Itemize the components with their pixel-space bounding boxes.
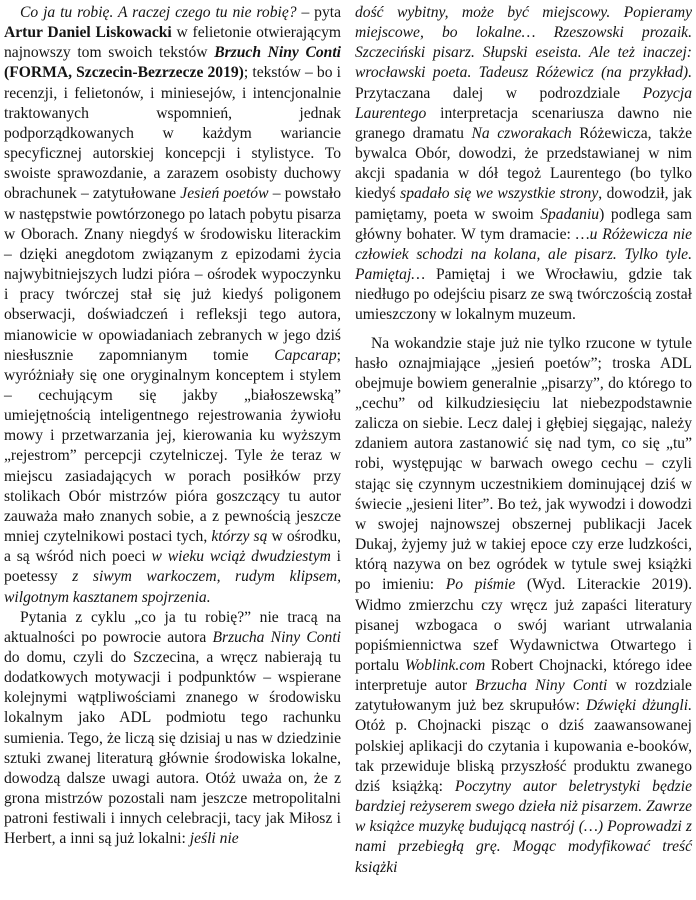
- text-run: Różewicza, także bywalca Obór, dowodzi, że przedstawianej w nim akcji spadania w dół tegoż Laurentego (bo tylko kiedyś: [355, 124, 692, 203]
- text-run: w felietonie otwierającym najnowszy tom swoich tekstów: [4, 24, 342, 62]
- text-run: , dowodził, jak pamiętamy, poeta w swoim: [355, 185, 692, 223]
- text-run: w ośrodku, a są wśród nich poeci: [4, 528, 342, 566]
- paragraph: [355, 334, 692, 878]
- text-run: (Wyd. Literackie 2019). Widmo zmierzchu czy wręcz już zapaści literatury pisanej wzbogaca o swój wariant utrwalania popiśmiennictwa szef Wydawnictwa Otwartego i portalu: [355, 576, 692, 674]
- styled-text-run: dość wybitny, może być miejscowy. Popieramy miejscowe, bo lokalne… Rzeszowski prozaik. Szczeciński pisarz. Słupski eseista. Ale też inaczej: wrocławski poeta. Tadeusz Różewicz (na przykład).: [355, 4, 692, 82]
- text-run: ) podlega sam główny bohater. W tym dramacie:: [355, 205, 692, 243]
- styled-text-run: spadało się we wszystkie strony: [400, 185, 599, 203]
- text-run: ; tekstów – bo i recenzji, i felietonów, i miniesejów, i intencjonalnie traktowanych wspomnień, jednak podporządkowanych w każdym wariancie specyficznej autorskiej koncepcji i stylistyce. To swoiste sprawozdanie, a zarazem osobisty duchowy obrachunek – zatytułowane: [4, 64, 341, 203]
- text-run: Robert Chojnacki, którego idee interpretuje autor: [355, 657, 692, 695]
- text-run: Przytaczana dalej w podrozdziale: [355, 84, 643, 102]
- styled-text-run: (FORMA, Szczecin-Bezrzecze 2019): [4, 64, 244, 82]
- styled-text-run: Capcarap: [274, 346, 337, 364]
- text-run: w rozdziale zatytułowanym już bez skrupułów:: [355, 677, 692, 715]
- styled-text-run: Pozycja Laurentego: [355, 84, 692, 122]
- text-run: – pyta: [296, 4, 341, 21]
- styled-text-run: którzy są: [211, 528, 268, 546]
- styled-text-run: Woblink.com: [404, 657, 486, 674]
- styled-text-run: jeśli nie: [189, 830, 239, 848]
- text-run: do domu, czyli do Szczecina, a wręcz nabierają tu dodatkowych motywacji i podpunktów – wspierane kolejnymi wątpliwościami znanego w środowisku lokalnym jako ADL podmiotu tego rachunku sumienia. Tego, że liczą się dzisiaj u nas w dziedzinie sztuki zwanej literaturą głównie środowiska lokalne, dowodzą dalsze uwagi autora. Otóż uważa on, że z grona mistrzów pozostali nam jeszcze metropolitalni patroni festiwali i innych celebracji, tacy jak Miłosz i Herbert, a inni są już lokalni:: [4, 649, 341, 848]
- styled-text-run: w wieku wciąż dwudziestym: [151, 548, 331, 566]
- styled-text-run: Jesień poetów: [180, 185, 269, 203]
- paragraph: [4, 3, 341, 608]
- styled-text-run: Na czworakach: [471, 124, 572, 142]
- styled-text-run: Artur Daniel Liskowacki: [4, 24, 172, 42]
- styled-text-run: Brzuch Niny Conti: [214, 44, 342, 62]
- styled-text-run: Spadaniu: [540, 205, 600, 223]
- text-run: Pamiętaj i we Wrocławiu, gdzie tak niedługo po odejściu pisarz ze swą twórczością został umieszczony w lokalnym muzeum.: [355, 266, 692, 324]
- text-run: interpretacja scenariusza dawno nie granego dramatu: [355, 104, 692, 142]
- styled-text-run: Co ja tu robię. A raczej czego tu nie robię?: [20, 4, 297, 21]
- paragraph: [4, 608, 341, 850]
- styled-text-run: Brzucha Niny Conti: [475, 677, 608, 695]
- paragraph: [355, 3, 692, 326]
- styled-text-run: Dźwięki dżungli.: [585, 697, 692, 715]
- styled-text-run: …u Różewicza nie człowiek schodzi na kolana, ale pisarz. Tylko tyle. Pamiętaj…: [355, 225, 693, 284]
- text-run: Pytania z cyklu „co ja tu robię?” nie tracą na aktualności po powrocie autora: [4, 608, 341, 646]
- styled-text-run: z siwym warkoczem, rudym klipsem, wilgotnym kasztanem spojrzenia.: [4, 568, 341, 606]
- text-run: Otóż p. Chojnacki pisząc o dziś zaawansowanej polskiej aplikacji do czytania i kupowania e-booków, tak przewiduje bliską przyszłość produktu zwanego dziś książką:: [355, 717, 692, 795]
- styled-text-run: Brzucha Niny Conti: [212, 628, 341, 646]
- styled-text-run: Po piśmie: [445, 576, 516, 594]
- right-column: [355, 3, 692, 900]
- styled-text-run: Poczytny autor beletrystyki będzie bardziej reżyserem swego dzieła niż pisarzem. Zawrze w książce muzykę budującą nastrój (…) Poprowadzi z nami przebiegłą grę. Mogąc modyfikować treść książki: [355, 777, 692, 876]
- left-column: [4, 3, 341, 900]
- text-run: Na wokandzie staje już nie tylko rzucone w tytule hasło oznajmiające „jesień poetów”; troska ADL obejmuje bowiem generalnie „pisarzy”, do którego to „cechu” od kilkudziesięciu lat niebezpodstawnie zalicza on siebie. Lecz dalej i głębiej sięgając, należy zdaniem autora zastanowić się nad tym, co się „tu” robi, występując w barwach owego cechu – czyli stając się czynnym uczestnikiem dominującej dziś w świecie „jesieni liter”. Bo też, jak wywodzi i dowodzi w swojej najnowszej obszernej publikacji Jacek Dukaj, żyjemy już w takiej epoce czy erze ludzkości, którą nazywa on bez ogródek w tytule swej książki po imieniu:: [355, 334, 692, 594]
- text-run: ; wyróżniały się one oryginalnym konceptem i stylem – cechującym się jakby „białoszewską” umiejętnością inteligentnego rejestrowania żywiołu mowy i przetwarzania jej, kierowania ku wyższym „rejestrom” percepcji czytelniczej. Tyle że teraz w miejscu zasiadających w porach posiłków przy stolikach Obór mistrzów pióra goszczący tu autor zauważa mało znanych sobie, a z pewnością jeszcze mniej czytelnikowi postaci tych,: [4, 346, 341, 546]
- text-run: – powstało w następstwie powtórzonego po latach pobytu pisarza w Oborach. Znany niegdyś w środowisku literackim – dzięki anegdotom związanym z epizodami życia najwybitniejszych ludzi pióra – ośrodek wypoczynku i pracy twórczej stał się już kiedyś poligonem obserwacji, doświadczeń i refleksji tego autora, mianowicie w opowiadaniach zebranych w jego dziś niesłusznie zapomnianym tomie: [4, 185, 342, 364]
- text-run: i poetessy: [4, 548, 342, 586]
